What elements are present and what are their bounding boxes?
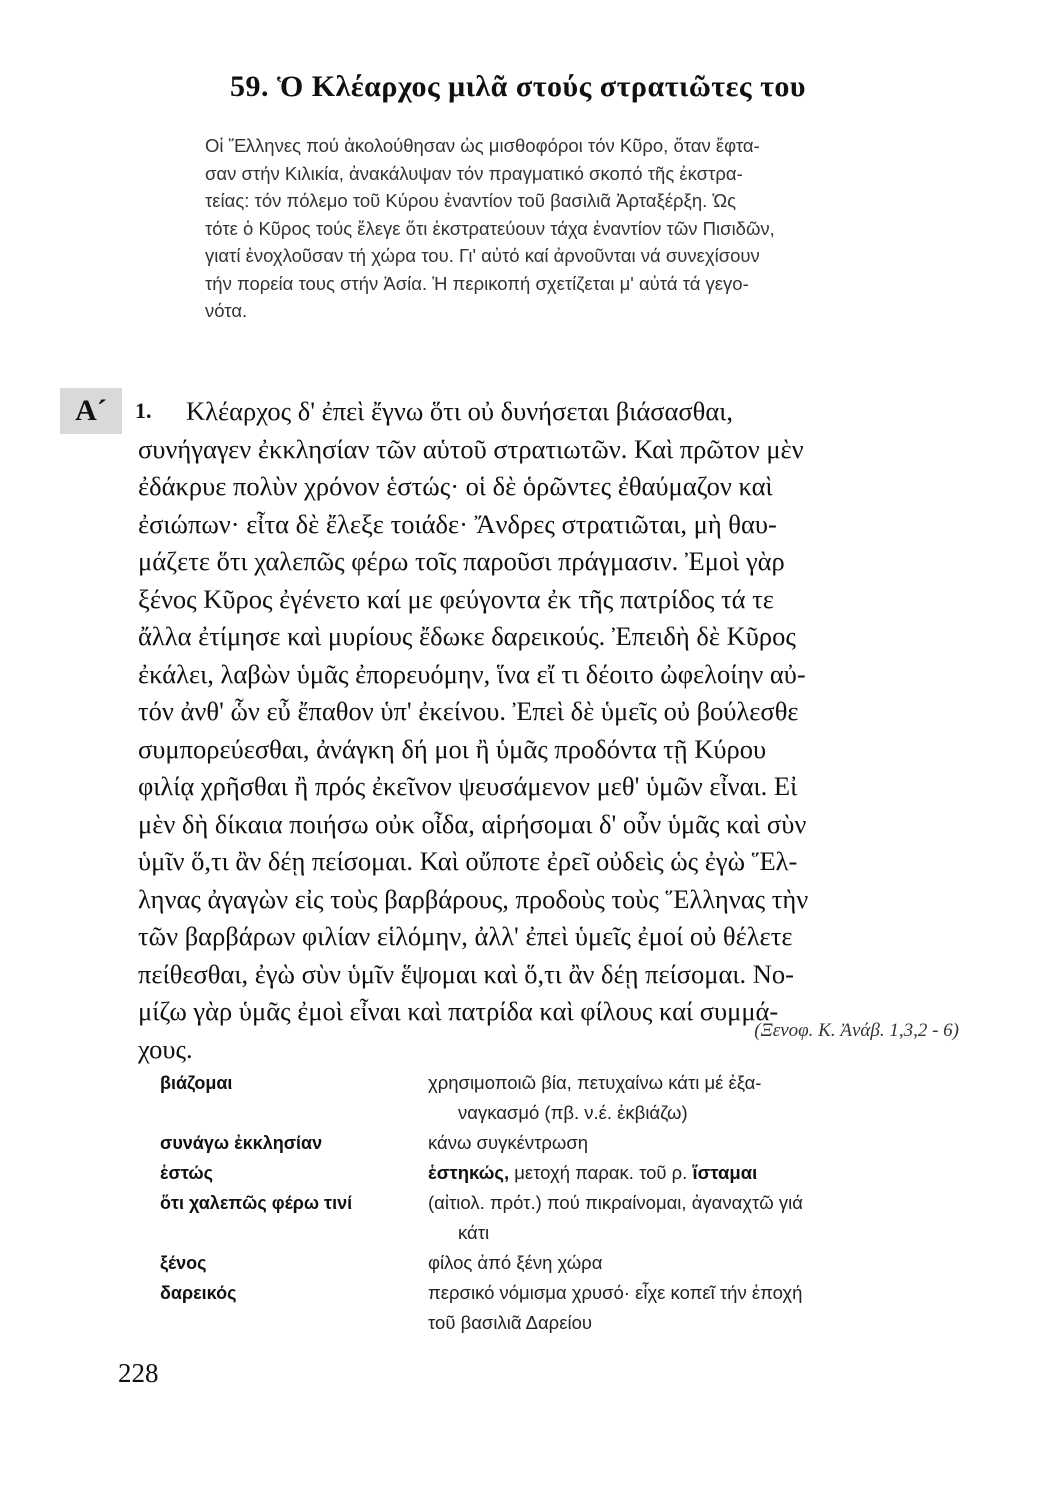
definition-line [428, 1158, 958, 1188]
definition-bold-end: ἵσταμαι [692, 1162, 758, 1183]
main-line: μάζετε ὅτι χαλεπῶς φέρω τοῖς παροῦσι πράγμασιν. Ἐμοὶ γὰρ [138, 546, 785, 576]
definition-bold: ἑστηκώς, [428, 1162, 510, 1183]
intro-paragraph [205, 132, 965, 325]
main-line: συνήγαγεν ἐκκλησίαν τῶν αὑτοῦ στρατιωτῶν. Καὶ πρῶτον μὲν [138, 433, 804, 464]
glossary-definition [428, 1068, 958, 1128]
page-title: 59. Ὁ Κλέαρχος μιλᾶ στούς στρατιῶτες του [230, 70, 806, 103]
intro-line: τείας: τόν πόλεμο τοῦ Κύρου ἐναντίον τοῦ βασιλιᾶ Ἀρταξέρξη. Ὡς [205, 190, 737, 211]
glossary-entry [160, 1278, 980, 1338]
main-line: τόν ἀνθ' ὧν εὖ ἔπαθον ὑπ' ἐκείνου. Ἐπεὶ δὲ ὑμεῖς οὐ βούλεσθε [138, 696, 799, 726]
main-line: ἐδάκρυε πολὺν χρόνον ἑστώς· οἱ δὲ ὁρῶντες ἐθαύμαζον καὶ [138, 471, 773, 501]
main-line: τῶν βαρβάρων φιλίαν εἱλόμην, ἀλλ' ἐπεὶ ὑμεῖς ἐμοί οὐ θέλετε [138, 921, 793, 951]
glossary-definition [428, 1128, 958, 1158]
glossary [160, 1068, 980, 1338]
definition-text: μετοχή παρακ. τοῦ ρ. [514, 1162, 688, 1183]
intro-line: τότε ὁ Κῦρος τούς ἔλεγε ὅτι ἐκστρατεύουν τάχα ἐναντίον τῶν Πισιδῶν, [205, 217, 775, 239]
glossary-entry [160, 1128, 980, 1158]
main-line: ἄλλα ἐτίμησε καὶ μυρίους ἔδωκε δαρεικούς. Ἐπειδὴ δὲ Κῦρος [138, 621, 796, 651]
definition-line: φίλος ἀπό ξένη χώρα [428, 1252, 603, 1273]
glossary-term: ἑστώς [160, 1163, 213, 1183]
main-line: ἐκάλει, λαβὼν ὑμᾶς ἐπορευόμην, ἵνα εἴ τι δέοιτο ὠφελοίην αὐ- [138, 658, 806, 689]
definition-line: (αἰτιολ. πρότ.) πού πικραίνομαι, ἀγαναχτῶ γιά [428, 1192, 803, 1213]
glossary-definition [428, 1158, 958, 1188]
intro-line: σαν στήν Κιλικία, ἀνακάλυψαν τόν πραγματικό σκοπό τῆς ἐκστρα- [205, 162, 743, 184]
main-line: μίζω γὰρ ὑμᾶς ἐμοὶ εἶναι καὶ πατρίδα καὶ φίλους καί συμμά- [138, 996, 779, 1026]
glossary-entry [160, 1188, 980, 1248]
main-line: πείθεσθαι, ἐγὼ σὺν ὑμῖν ἕψομαι καὶ ὅ,τι ἂν δέῃ πείσομαι. Νο- [138, 958, 794, 989]
main-line: ὑμῖν ὅ,τι ἂν δέῃ πείσομαι. Καὶ οὔποτε ἐρεῖ οὐδεὶς ὡς ἐγὼ Ἕλ- [138, 846, 798, 876]
glossary-definition [428, 1278, 958, 1338]
definition-line: κάτι [458, 1222, 490, 1243]
glossary-definition [428, 1188, 958, 1248]
intro-line: γιατί ἐνοχλοῦσαν τή χώρα του. Γι' αὐτό καί ἀρνοῦνται νά συνεχίσουν [205, 245, 760, 266]
intro-line: τήν πορεία τους στήν Ἀσία. Ἡ περικοπή σχετίζεται μ' αὐτά τά γεγο- [205, 272, 749, 294]
main-line: μὲν δὴ δίκαια ποιήσω οὐκ οἶδα, αἱρήσομαι δ' οὖν ὑμᾶς καὶ σὺν [138, 808, 807, 839]
glossary-term: ὅτι χαλεπῶς φέρω τινί [160, 1193, 353, 1213]
glossary-entry [160, 1068, 980, 1128]
main-line: Κλέαρχος δ' ἐπεὶ ἔγνω ὅτι οὐ δυνήσεται βιάσασθαι, [186, 396, 734, 426]
intro-line: νότα. [205, 300, 248, 321]
definition-line: περσικό νόμισμα χρυσό· εἶχε κοπεῖ τήν ἐποχή [428, 1282, 803, 1303]
glossary-term: ξένος [160, 1253, 207, 1273]
paragraph-number: 1. [135, 398, 152, 423]
main-line: ἐσιώπων· εἶτα δὲ ἔλεξε τοιάδε· Ἄνδρες στρατιῶται, μὴ θαυ- [138, 508, 777, 539]
main-line: συμπορεύεσθαι, ἀνάγκη δή μοι ἢ ὑμᾶς προδόντα τῇ Κύρου [138, 733, 767, 764]
source-citation: (Ξενοφ. Κ. Ἀνάβ. 1,3,2 - 6) [754, 1020, 959, 1041]
glossary-definition [428, 1248, 958, 1278]
glossary-entry [160, 1158, 980, 1188]
page-number: 228 [118, 1358, 159, 1388]
definition-line: κάνω συγκέντρωση [428, 1132, 589, 1153]
glossary-entry [160, 1248, 980, 1278]
main-line: ξένος Κῦρος ἐγένετο καί με φεύγοντα ἐκ τῆς πατρίδος τά τε [138, 583, 774, 614]
glossary-term: δαρεικός [160, 1283, 237, 1303]
section-marker: Α´ [60, 388, 122, 434]
definition-line: τοῦ βασιλιᾶ Δαρείου [428, 1312, 592, 1333]
main-line: ληνας ἀγαγὼν εἰς τοὺς βαρβάρους, προδοὺς τοὺς Ἕλληνας τὴν [138, 883, 809, 914]
glossary-term: βιάζομαι [160, 1073, 233, 1093]
main-text [138, 393, 968, 1068]
main-line: φιλίᾳ χρῆσθαι ἢ πρός ἐκεῖνον ψευσάμενον μεθ' ὑμῶν εἶναι. Εἰ [138, 771, 798, 801]
definition-line: ναγκασμό (πβ. ν.έ. ἐκβιάζω) [458, 1102, 688, 1123]
main-line: χους. [138, 1033, 193, 1064]
intro-line: Οἱ Ἕλληνες πού ἀκολούθησαν ὡς μισθοφόροι τόν Κῦρο, ὅταν ἔφτα- [205, 135, 760, 156]
definition-line: χρησιμοποιῶ βία, πετυχαίνω κάτι μέ ἐξα- [428, 1072, 762, 1093]
glossary-term: συνάγω ἐκκλησίαν [160, 1133, 323, 1153]
